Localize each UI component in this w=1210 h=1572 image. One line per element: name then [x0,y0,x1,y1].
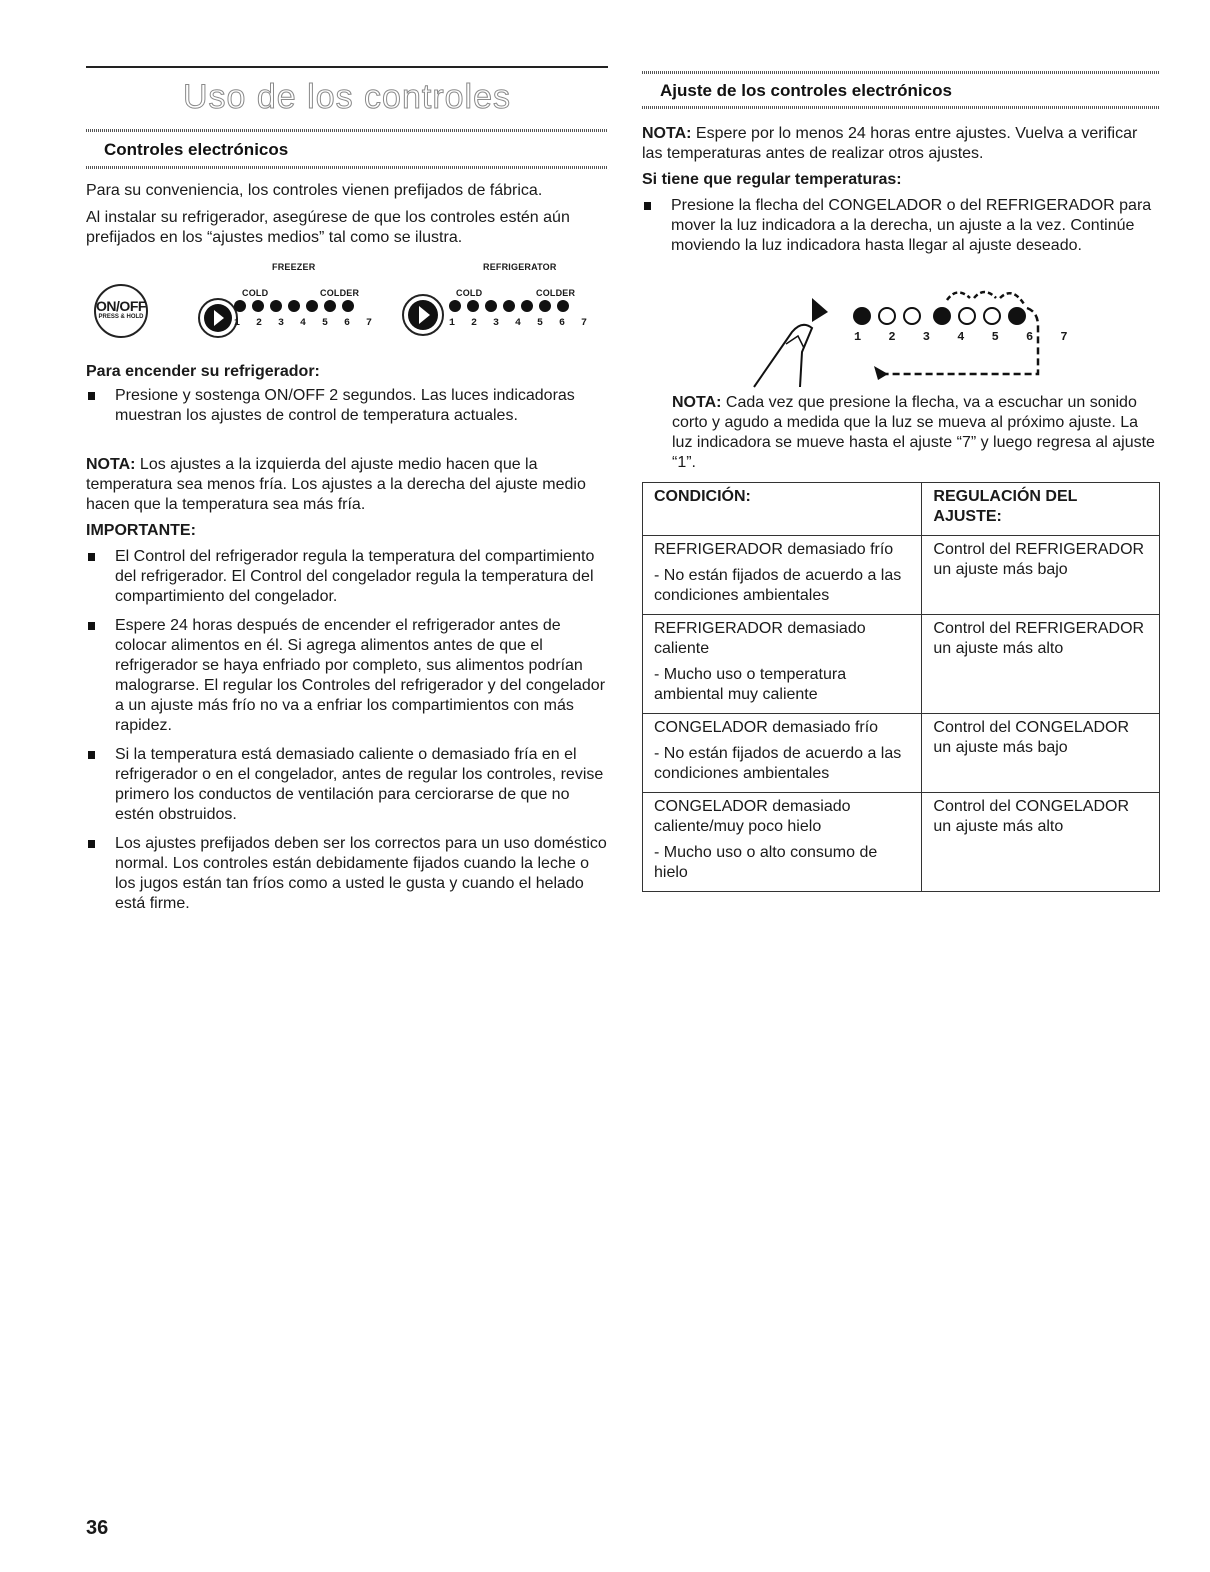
condition-detail: - Mucho uso o temperatura ambiental muy caliente [654,666,847,703]
freezer-indicator-lights [231,298,361,314]
refrigerator-cold-label: COLD [456,288,483,298]
note-text: Los ajustes a la izquierda del ajuste medio hacen que la temperatura sea menos fría. Los ajustes a la derecha del ajuste medio hacen que la temperatura sea más fría. [86,456,586,513]
condition-detail: - Mucho uso o alto consumo de hielo [654,844,878,881]
list-item: El Control del refrigerador regula la temperatura del compartimiento del refrigerador. El Control del congelador regula la temperatura del compartimiento del congelador. [86,547,608,607]
note-text: Cada vez que presione la flecha, va a escuchar un sonido corto y agudo a medida que la luz se mueva al próximo ajuste. La luz indicadora se mueve hasta el ajuste “7” y luego regresa al ajuste “1”. [672,394,1155,471]
control-panel-illustration [86,258,608,338]
note-label: NOTA: [672,394,722,411]
list-item: Espere 24 horas después de encender el refrigerador antes de colocar alimentos en él. Si agrega alimentos antes de que el refrigerador se haya enfriado por completo, sus alimentos podrían malograrse. El regular los Controles del refrigerador y del congelador a un ajuste más frío no va a enfriar los compartimientos con más rapidez. [86,616,608,736]
onoff-button[interactable] [94,284,148,338]
adjustment-cell: Control del CONGELADOR un ajuste más bajo [922,714,1160,793]
condition-text: CONGELADOR demasiado frío [654,719,879,736]
intro-paragraph-2: Al instalar su refrigerador, asegúrese de que los controles estén aún prefijados en los “ajustes medios” tal como se ilustra. [86,209,570,246]
refrigerator-colder-label: COLDER [536,288,576,298]
adjustment-header: REGULACIÓN DEL AJUSTE: [922,483,1160,536]
note-label: NOTA: [642,125,692,142]
note-text: Espere por lo menos 24 horas entre ajustes. Vuelva a verificar las temperaturas antes de realizar otros ajustes. [642,125,1138,162]
turn-on-heading: Para encender su refrigerador: [86,363,320,380]
table-row [643,615,1160,714]
top-rule [86,66,608,68]
important-heading: IMPORTANTE: [86,522,196,539]
condition-detail: - No están fijados de acuerdo a las condiciones ambientales [654,745,902,782]
condition-text: REFRIGERADOR demasiado caliente [654,620,866,657]
freezer-cold-label: COLD [242,288,269,298]
list-item: Si la temperatura está demasiado caliente o demasiado fría en el refrigerador o en el congelador, antes de regular los controles, revise primero los conductos de ventilación para cerciorarse de que no estén obstruidos. [86,745,608,825]
left-note [86,455,608,515]
freezer-label: FREEZER [272,262,316,272]
controls-heading: Controles electrónicos [104,140,289,159]
refrigerator-label: REFRIGERATOR [483,262,557,272]
condition-cell [643,714,922,793]
refrigerator-setting-numbers: 1 2 3 4 5 6 7 [449,318,593,329]
table-row [643,714,1160,793]
right-note [642,124,1152,164]
table-row [643,536,1160,615]
right-heading-rule-bottom [642,106,1160,109]
list-item: Presione la flecha del CONGELADOR o del REFRIGERADOR para mover la luz indicadora a la derecha, un ajuste a la vez. Continúe moviendo la luz indicadora hasta llegar al ajuste deseado. [642,196,1160,256]
note-label: NOTA: [86,456,136,473]
right-heading-rule-top [642,71,1160,74]
right-arrow-icon [404,296,442,334]
condition-detail: - No están fijados de acuerdo a las condiciones ambientales [654,567,902,604]
page-number: 36 [86,1517,109,1539]
list-item: Los ajustes prefijados deben ser los correctos para un uso doméstico normal. Los controles están debidamente fijados cuando la leche o los jugos están tan fríos como a usted le gusta y cuando el helado está firme. [86,834,608,914]
turn-on-list [86,386,608,435]
adjust-list [642,196,1160,265]
diagram-setting-numbers: 1 2 3 4 5 6 7 [854,330,1078,344]
condition-text: REFRIGERADOR demasiado frío [654,541,894,558]
table-row [643,793,1160,892]
adjust-heading: Ajuste de los controles electrónicos [660,81,952,100]
condition-cell [643,536,922,615]
adjust-subheading: Si tiene que regular temperaturas: [642,171,902,188]
section-title: Uso de los controles [182,78,512,116]
adjustment-cell: Control del CONGELADOR un ajuste más alto [922,793,1160,892]
intro-paragraph-1: Para su conveniencia, los controles vienen prefijados de fábrica. [86,182,543,199]
important-list [86,547,608,923]
condition-cell [643,793,922,892]
heading-rule-bottom [86,166,608,169]
arrow-press-diagram [742,282,1102,392]
onoff-label: ON/OFF [96,298,146,314]
adjustment-cell: Control del REFRIGERADOR un ajuste más bajo [922,536,1160,615]
condition-text: CONGELADOR demasiado caliente/muy poco hielo [654,798,851,835]
freezer-setting-numbers: 1 2 3 4 5 6 7 [234,318,378,329]
list-item: Presione y sostenga ON/OFF 2 segundos. Las luces indicadoras muestran los ajustes de control de temperatura actuales. [86,386,608,426]
refrigerator-arrow-button[interactable] [402,294,444,336]
freezer-colder-label: COLDER [320,288,360,298]
heading-rule-top [86,129,608,132]
condition-header: CONDICIÓN: [643,483,922,536]
right-note-2 [672,393,1160,473]
press-hold-label: PRESS & HOLD [98,314,144,320]
conditions-table [642,482,1160,892]
condition-cell [643,615,922,714]
adjustment-cell: Control del REFRIGERADOR un ajuste más alto [922,615,1160,714]
table-header-row [643,483,1160,536]
refrigerator-indicator-lights [446,298,576,314]
